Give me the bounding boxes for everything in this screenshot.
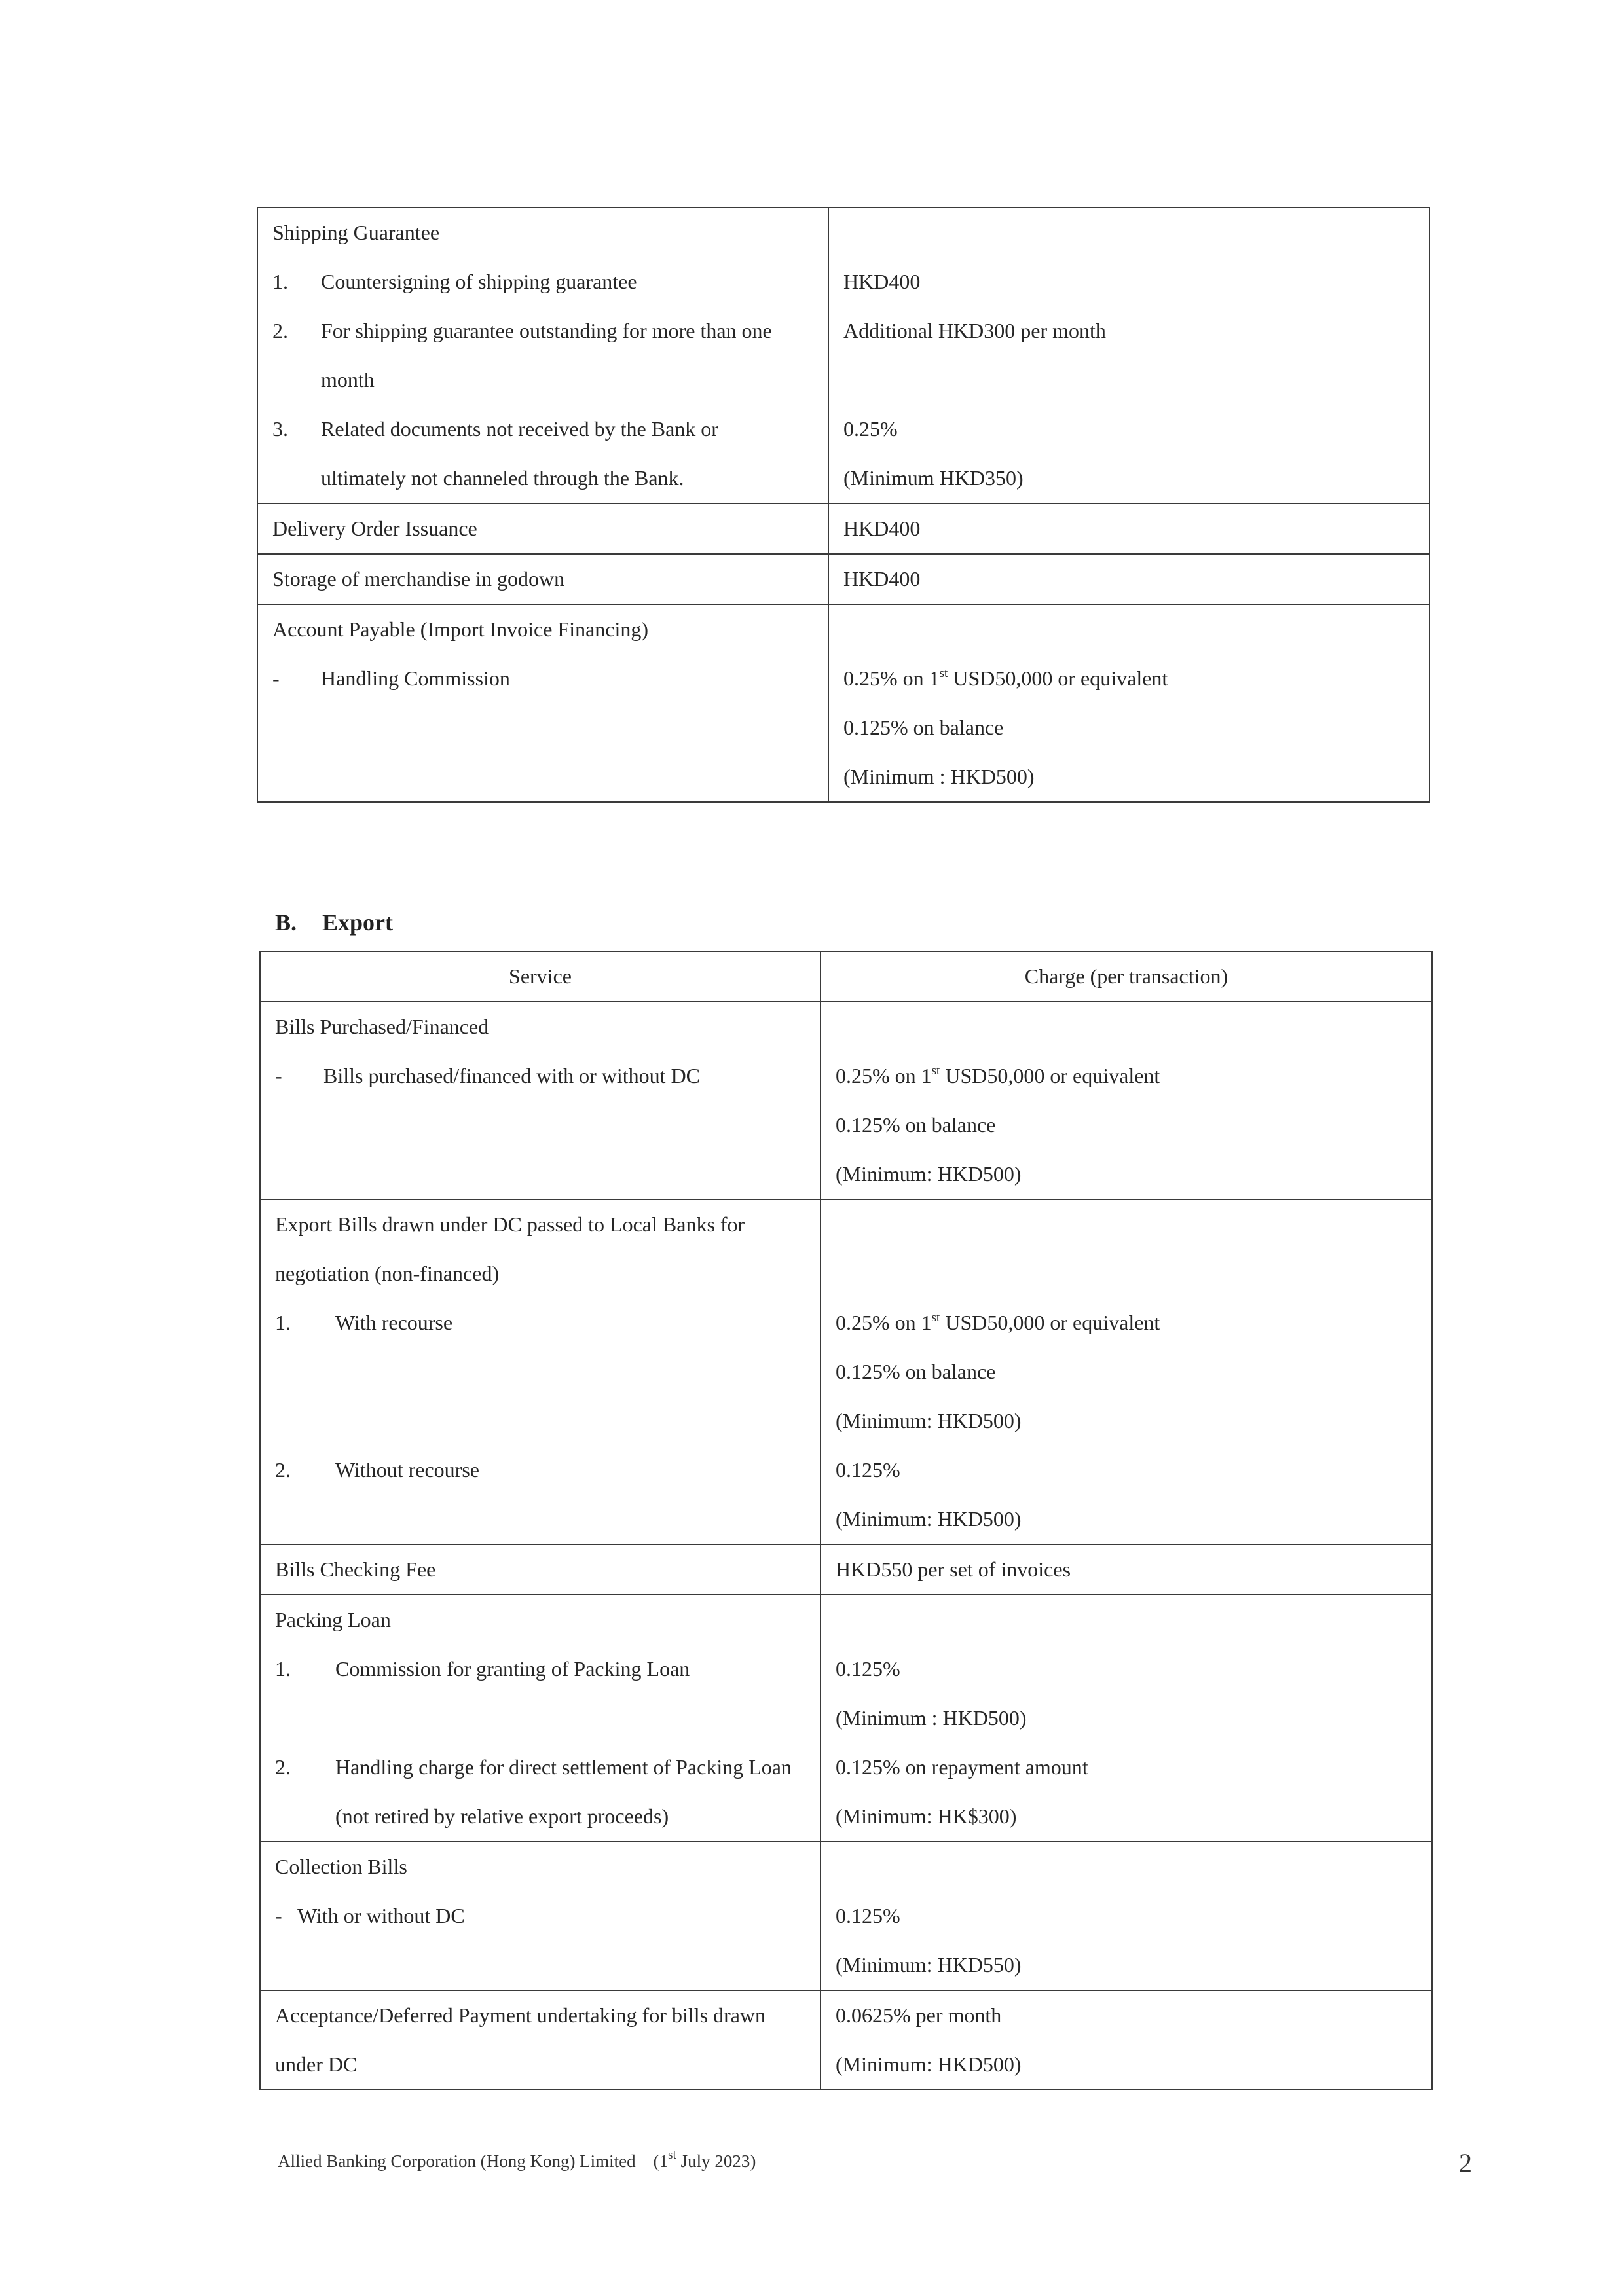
bills-purchased-charge-cell [821,1002,1432,1199]
charge-minimum: (Minimum : HKD500) [843,765,1035,788]
table-row [260,1199,1432,1544]
item-text: Without recourse [335,1458,479,1482]
storage-service: Storage of merchandise in godown [272,567,565,591]
item-text: Handling charge for direct settlement of Packing Loan [335,1755,792,1779]
export-fees-table [259,951,1433,2090]
delivery-order-service: Delivery Order Issuance [272,517,477,540]
item-text: - With or without DC [275,1904,465,1927]
item-number: 2. [275,1755,291,1779]
charge-minimum: (Minimum : HKD500) [836,1706,1027,1730]
table-row [260,1842,1432,1990]
table-row [257,503,1430,554]
table-row [260,1595,1432,1842]
charge-text: Additional HKD300 per month [843,319,1106,342]
collection-bills-charge-cell [821,1842,1432,1990]
dash-bullet: - [275,1064,282,1087]
charge-minimum: (Minimum: HKD500) [836,1409,1022,1432]
charge-balance: 0.125% on balance [836,1360,996,1383]
charge-text: 0.25% on 1st USD50,000 or equivalent [836,1311,1160,1334]
table-row [257,604,1430,802]
item-text: Bills purchased/financed with or without DC [323,1064,701,1087]
charge-minimum: (Minimum: HKD500) [836,2052,1022,2076]
table-row [260,1002,1432,1199]
import-fees-table [257,207,1430,803]
charge-text: 0.125% on repayment amount [836,1755,1088,1779]
charge-minimum: (Minimum: HKD550) [836,1953,1022,1977]
account-payable-charge-cell [828,604,1430,802]
item-number: 1. [275,1311,291,1334]
bills-purchased-title: Bills Purchased/Financed [275,1015,489,1038]
table-row [260,1990,1432,2090]
item-text-continued: month [321,368,375,392]
bills-purchased-service-cell [260,1002,821,1199]
item-number: 1. [275,1657,291,1681]
acceptance-charge-cell [821,1990,1432,2090]
table-header-row [260,951,1432,1002]
item-number: 3. [272,417,288,441]
acceptance-service: Acceptance/Deferred Payment undertaking for bills drawn [275,2003,766,2027]
item-number: 2. [275,1458,291,1482]
acceptance-service-continued: under DC [275,2052,358,2076]
charge-minimum: (Minimum HKD350) [843,466,1024,490]
charge-text: 0.25% on 1st USD50,000 or equivalent [843,666,1168,690]
bills-checking-charge: HKD550 per set of invoices [836,1558,1071,1581]
shipping-guarantee-service-cell [257,208,828,503]
table-row [257,554,1430,604]
export-bills-service-cell [260,1199,821,1544]
charge-minimum: (Minimum: HK$300) [836,1804,1017,1828]
charge-minimum: (Minimum: HKD500) [836,1507,1022,1531]
section-heading-export: B. Export [275,909,393,936]
export-bills-title-continued: negotiation (non-financed) [275,1262,500,1285]
charge-text: 0.25% on 1st USD50,000 or equivalent [836,1064,1160,1087]
item-number: 1. [272,270,288,293]
item-text: Handling Commission [321,666,510,690]
table-row [260,1544,1432,1595]
shipping-guarantee-title: Shipping Guarantee [272,221,440,244]
export-bills-title: Export Bills drawn under DC passed to Local Banks for [275,1212,745,1236]
collection-bills-title: Collection Bills [275,1855,407,1878]
item-text: Countersigning of shipping guarantee [321,270,637,293]
charge-text: 0.125% [836,1657,900,1681]
header-charge: Charge (per transaction) [821,951,1432,1002]
company-name: Allied Banking Corporation (Hong Kong) Limited [278,2151,636,2171]
item-text: For shipping guarantee outstanding for more than one [321,319,772,342]
item-number: 2. [272,319,288,342]
account-payable-title: Account Payable (Import Invoice Financing) [272,617,649,641]
bills-checking-service: Bills Checking Fee [275,1558,436,1581]
dash-bullet: - [272,666,280,690]
charge-minimum: (Minimum: HKD500) [836,1162,1022,1186]
acceptance-service-cell [260,1990,821,2090]
footer-date: (1st July 2023) [653,2148,756,2171]
charge-text: 0.0625% per month [836,2003,1002,2027]
packing-loan-service-cell [260,1595,821,1842]
charge-text: HKD400 [843,270,921,293]
page-number: 2 [1459,2148,1472,2178]
charge-text: 0.125% [836,1458,900,1482]
item-text-continued: (not retired by relative export proceeds) [335,1804,669,1828]
item-text: Commission for granting of Packing Loan [335,1657,690,1681]
packing-loan-title: Packing Loan [275,1608,391,1631]
charge-balance: 0.125% on balance [836,1113,996,1137]
charge-text: 0.25% [843,417,898,441]
export-bills-charge-cell [821,1199,1432,1544]
header-service: Service [260,951,821,1002]
charge-text: 0.125% [836,1904,900,1927]
packing-loan-charge-cell [821,1595,1432,1842]
shipping-guarantee-charge-cell [828,208,1430,503]
account-payable-service-cell [257,604,828,802]
item-text: With recourse [335,1311,453,1334]
item-text: Related documents not received by the Bank or [321,417,718,441]
table-row [257,208,1430,503]
page-footer [278,2148,756,2172]
collection-bills-service-cell [260,1842,821,1990]
delivery-order-charge: HKD400 [843,517,921,540]
charge-balance: 0.125% on balance [843,716,1004,739]
storage-charge: HKD400 [843,567,921,591]
item-text-continued: ultimately not channeled through the Bank. [321,466,684,490]
